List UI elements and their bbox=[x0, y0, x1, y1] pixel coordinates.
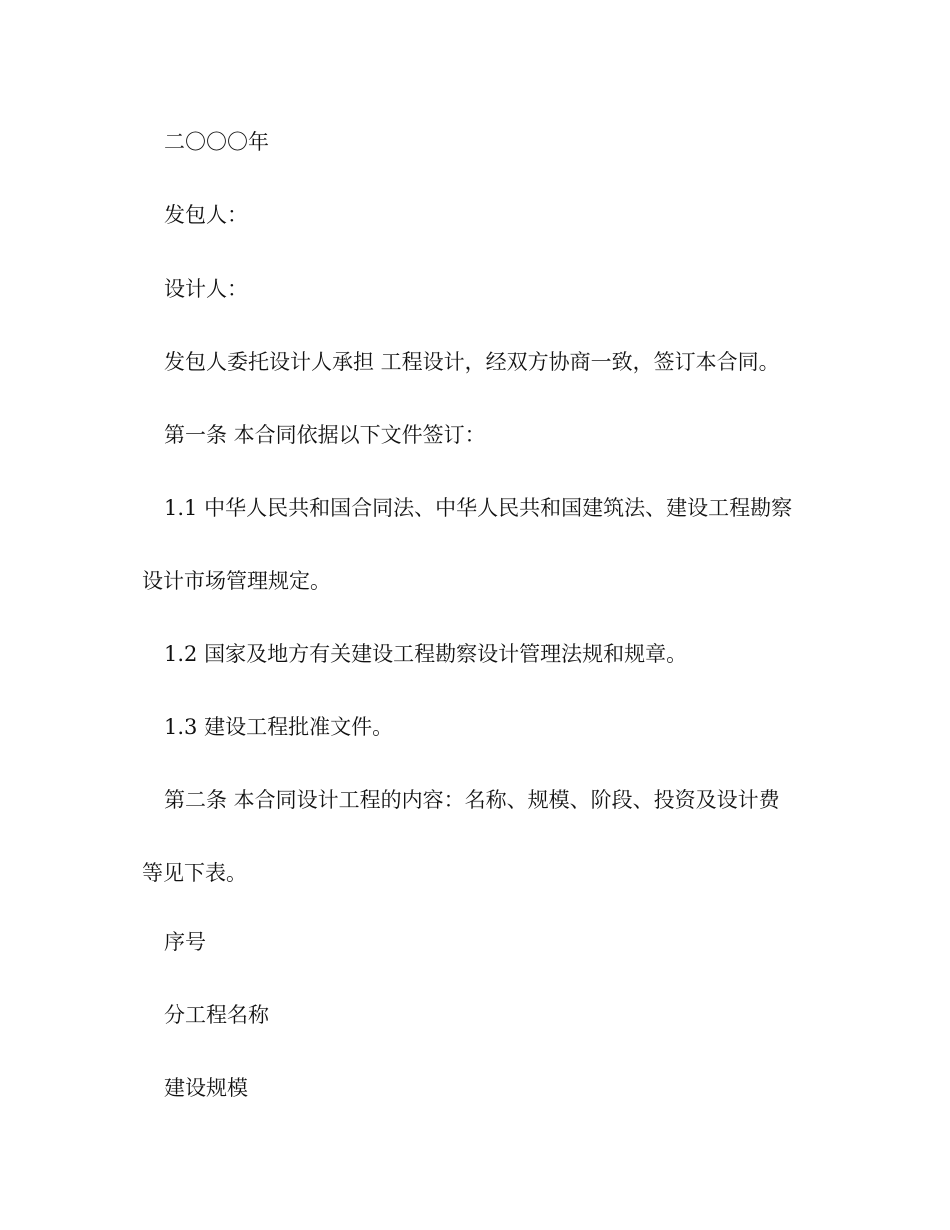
intro-paragraph: 发包人委托设计人承担 工程设计，经双方协商一致，签订本合同。 bbox=[164, 350, 780, 374]
clause-1-1-line-1: 1.1 中华人民共和国合同法、中华人民共和国建筑法、建设工程勘察 bbox=[164, 496, 793, 520]
table-header-scale: 建设规模 bbox=[164, 1076, 248, 1100]
article-2-line-1: 第二条 本合同设计工程的内容：名称、规模、阶段、投资及设计费 bbox=[164, 788, 780, 812]
client-line: 发包人： bbox=[164, 203, 248, 227]
date-line: 二〇〇〇年 bbox=[164, 130, 269, 154]
table-header-serial: 序号 bbox=[164, 930, 206, 954]
article-1-heading: 第一条 本合同依据以下文件签订： bbox=[164, 423, 486, 447]
clause-1-2: 1.2 国家及地方有关建设工程勘察设计管理法规和规章。 bbox=[164, 642, 688, 666]
clause-1-1-line-2: 设计市场管理规定。 bbox=[142, 569, 331, 593]
clause-1-3: 1.3 建设工程批准文件。 bbox=[164, 715, 394, 739]
designer-line: 设计人： bbox=[164, 277, 248, 301]
table-header-subproject-name: 分工程名称 bbox=[164, 1003, 269, 1027]
article-2-line-2: 等见下表。 bbox=[142, 861, 247, 885]
